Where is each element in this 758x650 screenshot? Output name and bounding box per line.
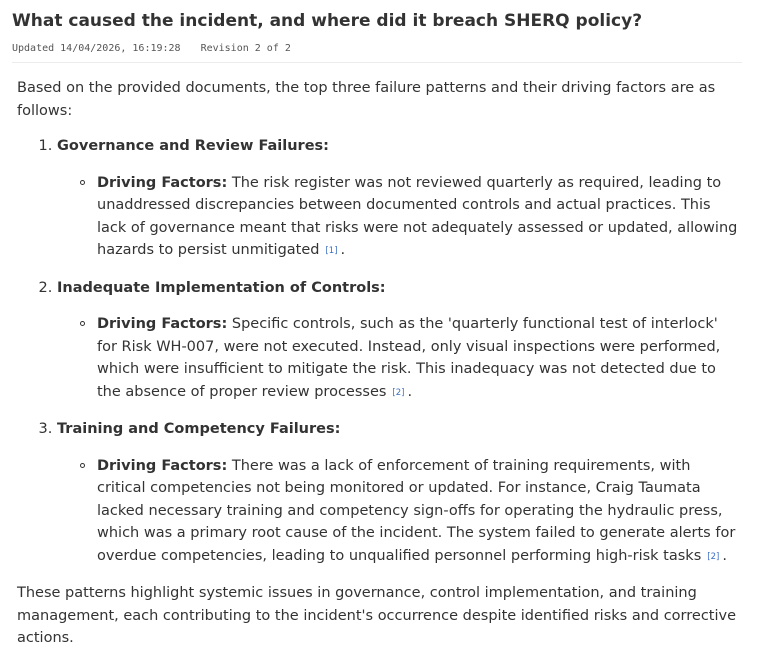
driving-factor-item <box>97 455 742 569</box>
sentence-end: . <box>722 547 727 564</box>
question-title: What caused the incident, and where did it breach SHERQ policy? <box>12 11 643 31</box>
pattern-item <box>57 418 742 568</box>
citation-link[interactable]: [1] <box>325 246 338 256</box>
factor-text: Specific controls, such as the 'quarterly functional test of interlock' for Risk WH-007, were not executed. Instead, only visual inspections were performed, which were insufficient to mitigate the risk. This inadequacy was not detected due to the absence of proper review processes <box>97 316 721 400</box>
driving-factors-list <box>57 313 742 404</box>
pattern-title: Inadequate Implementation of Controls: <box>57 279 386 296</box>
pattern-title: Training and Competency Failures: <box>57 421 341 437</box>
failure-patterns-list <box>17 135 742 568</box>
bullet-icon <box>80 321 85 326</box>
intro-text: Based on the provided documents, the top three failure patterns and their driving factors are as follows: <box>17 80 716 119</box>
sentence-end: . <box>340 242 346 258</box>
factor-label: Driving Factors: <box>97 457 228 474</box>
citation-link[interactable]: [2] <box>707 551 720 562</box>
factor-label: Driving Factors: <box>97 316 228 332</box>
factor-text: The risk register was not reviewed quarterly as required, leading to unaddressed discrepancies between documented controls and actual practices. This lack of governance meant that risks were not adequately assessed or updated, allowing hazards to persist unmitigated <box>97 174 738 258</box>
driving-factors-list <box>57 172 742 263</box>
sentence-end: . <box>407 383 413 400</box>
bullet-icon <box>80 463 85 468</box>
driving-factors-list <box>57 455 742 569</box>
driving-factor-item <box>97 172 742 263</box>
pattern-item <box>57 135 742 263</box>
pattern-title: Governance and Review Failures: <box>57 138 329 154</box>
bullet-icon <box>80 180 85 185</box>
factor-label: Driving Factors: <box>97 174 228 191</box>
factor-text: There was a lack of enforcement of training requirements, with critical competencies not being monitored or updated. For instance, Craig Taumata lacked necessary training and competency sign-offs for operating the hydraulic press, which was a primary root cause of the incident. The system failed to generate alerts for overdue competencies, leading to unqualified personnel performing high-risk tasks <box>97 457 736 564</box>
updated-timestamp: Updated 14/04/2026, 16:19:28 <box>12 43 181 54</box>
citation-link[interactable]: [2] <box>392 387 405 398</box>
conclusion-text: These patterns highlight systemic issues in governance, control implementation, and training management, each contributing to the incident's occurrence despite identified risks and corrective actions. <box>17 585 737 646</box>
revision-meta <box>12 42 746 56</box>
driving-factor-item <box>97 313 742 404</box>
revision-indicator: Revision 2 of 2 <box>200 43 291 54</box>
pattern-item <box>57 277 742 405</box>
answer-body <box>12 77 746 650</box>
header-divider <box>12 62 742 63</box>
